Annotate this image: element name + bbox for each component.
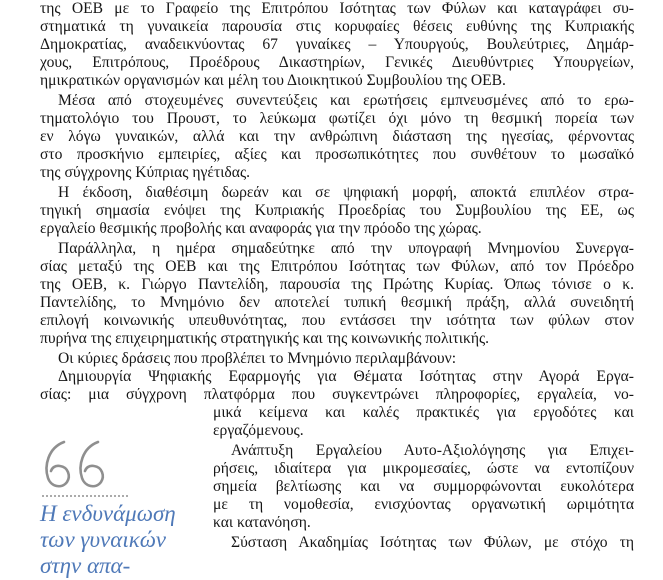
- article-line: εργαζόμενους.: [213, 422, 304, 439]
- article-line: ρήσεις, ιδιαίτερα για μικρομεσαίες, ώστε να εντοπίζουν: [213, 460, 634, 477]
- article-line: τηματολόγιο του Προυστ, το λεύκωμα φωτίζει όχι μόνο τη θεσμική πορεία των: [40, 110, 634, 127]
- article-line: σίας μεταξύ της ΟΕΒ και της Επιτρόπου Ισότητας των Φύλων, από τον Πρόεδρο: [40, 258, 634, 275]
- article-line: Δημιουργία Ψηφιακής Εφαρμογής για Θέματα Ισότητας στην Αγορά Εργα-: [58, 368, 634, 385]
- article-line: με τη νομοθεσία, ενισχύοντας οργανωτική ωριμότητα: [213, 496, 634, 513]
- article-line: της σύγχρονης Κύπριας ηγέτιδας.: [40, 164, 251, 181]
- article-line: της ΟΕΒ με το Γραφείο της Επιτρόπου Ισότητας των Φύλων και καταγράφει συ-: [40, 0, 634, 17]
- article-line: εργαλείο θεσμικής προβολής και αναφοράς για την πρόοδο της χώρας.: [40, 220, 482, 237]
- article-line: σημεία βελτίωσης και να συμμορφώνονται ευκολότερα: [213, 478, 634, 495]
- article-line: στο προσκήνιο εμπειρίες, αξίες και προσωπικότητες που συνθέτουν το μωσαϊκό: [40, 146, 634, 163]
- article-line: Δημοκρατίας, αναδεικνύοντας 67 γυναίκες – Υπουργούς, Βουλεύτριες, Δημάρ-: [40, 36, 634, 53]
- article-line: Ανάπτυξη Εργαλείου Αυτο-Αξιολόγησης για Επιχει-: [231, 442, 634, 459]
- article-line: και κατανόηση.: [213, 514, 311, 531]
- article-line: εν λόγω γυναικών, αλλά και την ανθρώπινη διάσταση της ηγεσίας, φέρνοντας: [40, 128, 634, 145]
- article-line: Μέσα από στοχευμένες συνεντεύξεις και ερωτήσεις εμπνευσμένες από το ερω-: [58, 92, 634, 109]
- article-line: Οι κύριες δράσεις που προβλέπει το Μνημόνιο περιλαμβάνουν:: [58, 350, 457, 367]
- article-line: μικά κείμενα και καλές πρακτικές για εργοδότες και: [213, 404, 634, 421]
- article-line: ημικρατικών οργανισμών και μέλη του Διοικητικού Συμβουλίου της ΟΕΒ.: [40, 72, 506, 89]
- article-line: σίας: μια σύγχρονη πλατφόρμα που συγκεντρώνει πληροφορίες, εργαλεία, νο-: [40, 386, 634, 403]
- pull-quote-line: των γυναικών: [40, 527, 167, 552]
- quote-mark-icon: [40, 436, 130, 498]
- article-line: χους, Επιτρόπους, Προέδρους Δικαστηρίων, Γενικές Διευθύντριες Υπουργείων,: [40, 54, 634, 71]
- article-line: πυρήνα της επιχειρηματικής στρατηγικής και της κοινωνικής πολιτικής.: [40, 330, 490, 347]
- pull-quote-line: Η ενδυνάμωση: [40, 501, 176, 526]
- article-line: στηματικά τη γυναικεία παρουσία στις κορυφαίες θέσεις ευθύνης της Κυπριακής: [40, 18, 634, 35]
- article-line: Παράλληλα, η ημέρα σημαδεύτηκε από την υπογραφή Μνημονίου Συνεργα-: [58, 240, 634, 257]
- article-line: της ΟΕΒ, κ. Γιώργο Παντελίδη, παρουσία της Πρώτης Κυρίας. Όπως τόνισε ο κ.: [40, 276, 634, 293]
- article-line: Η έκδοση, διαθέσιμη δωρεάν και σε ψηφιακή μορφή, αποκτά επιπλέον στρα-: [58, 184, 634, 201]
- article-line: τηγική σημασία ενόψει της Κυπριακής Προεδρίας του Συμβουλίου της ΕΕ, ως: [40, 202, 634, 219]
- article-line: Σύσταση Ακαδημίας Ισότητας των Φύλων, με στόχο τη: [231, 534, 634, 551]
- pull-quote-line: στην απα-: [40, 553, 131, 578]
- article-line: επιλογή κοινωνικής υπευθυνότητας, που εντάσσει την ισότητα των φύλων στον: [40, 312, 634, 329]
- article-line: Παντελίδης, το Μνημόνιο δεν αποτελεί τυπική θεσμική πράξη, αλλά συνειδητή: [40, 294, 634, 311]
